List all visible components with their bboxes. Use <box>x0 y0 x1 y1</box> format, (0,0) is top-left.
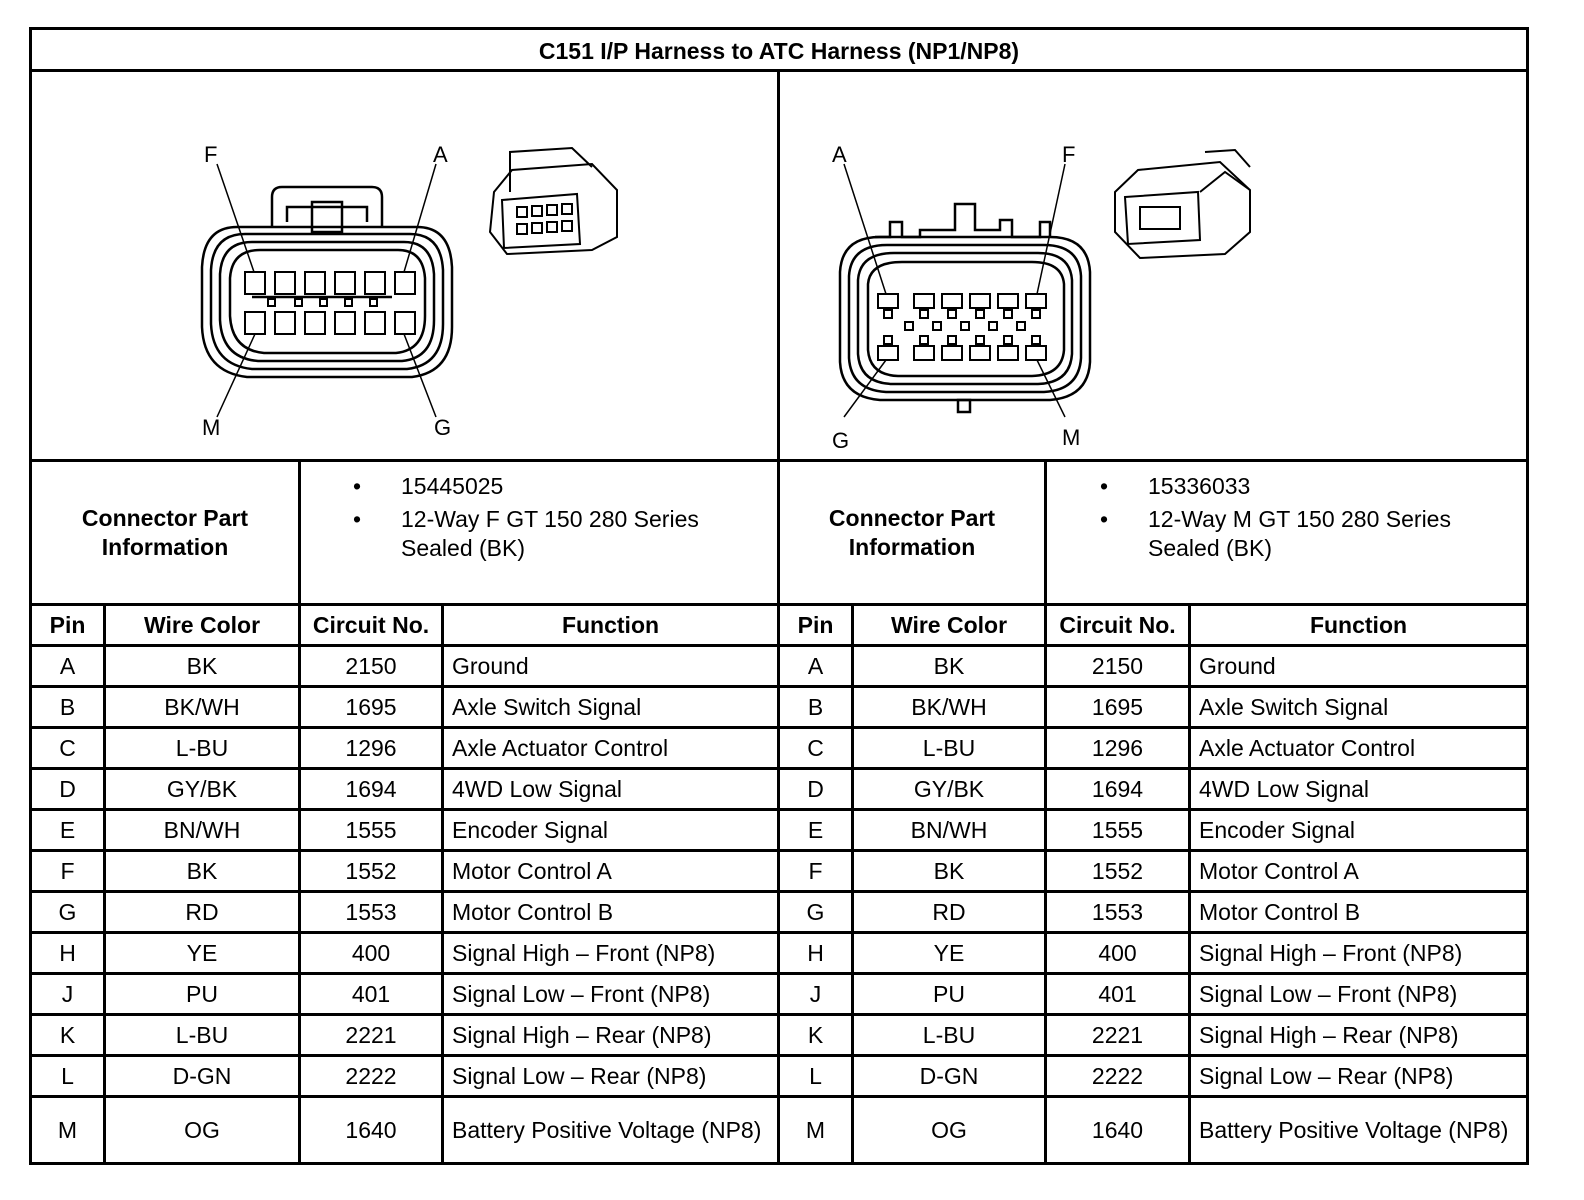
pin-cell: H <box>59 939 76 966</box>
pin-label-top-right: A <box>433 142 448 167</box>
pin-label-bottom-right: M <box>1062 425 1081 450</box>
pin-cell: L <box>809 1062 822 1089</box>
circuit-no-cell: 1553 <box>1091 898 1144 925</box>
col-header-function: Function <box>561 611 660 638</box>
circuit-no-cell: 401 <box>351 980 391 1007</box>
function-cell: Signal High – Rear (NP8) <box>452 1021 712 1048</box>
circuit-no-cell: 401 <box>1098 980 1137 1007</box>
divider <box>298 462 301 603</box>
function-cell: Motor Control A <box>1199 857 1359 884</box>
wire-color-cell: OG <box>184 1116 220 1143</box>
function-cell: 4WD Low Signal <box>1199 775 1370 802</box>
pin-cell: J <box>809 980 822 1007</box>
pin-cell: C <box>59 734 76 761</box>
wire-color-cell: L-BU <box>922 1021 976 1048</box>
wire-color-cell: GY/BK <box>913 775 985 802</box>
pin-cell: F <box>60 857 75 884</box>
pin-cell: M <box>805 1116 826 1143</box>
circuit-no-cell: 1640 <box>1091 1116 1144 1143</box>
function-cell: Signal Low – Rear (NP8) <box>1199 1062 1454 1089</box>
function-cell: Ground <box>1199 652 1276 679</box>
col-header-circuit-no: Circuit No. <box>312 611 430 638</box>
divider <box>1044 462 1047 603</box>
circuit-no-cell: 1555 <box>345 816 397 843</box>
connector-part-info-label: Connector Part Information <box>81 505 249 560</box>
pin-cell: B <box>59 693 76 720</box>
connector-part-info-label: Connector Part Information <box>828 505 996 560</box>
wire-color-cell: BK <box>933 652 965 679</box>
circuit-no-cell: 1552 <box>345 857 397 884</box>
wire-color-cell: BK/WH <box>911 693 987 720</box>
female-connector-diagram <box>32 72 777 459</box>
circuit-no-cell: 1296 <box>1091 734 1144 761</box>
function-cell: Axle Switch Signal <box>452 693 642 720</box>
pin-label-bottom-right: G <box>434 415 452 440</box>
function-cell: Signal Low – Rear (NP8) <box>452 1062 707 1089</box>
function-cell: Signal High – Front (NP8) <box>452 939 716 966</box>
function-cell: Motor Control B <box>1199 898 1361 925</box>
circuit-no-cell: 400 <box>351 939 391 966</box>
connector-description: • 12-Way M GT 150 280 Series Sealed (BK) <box>1100 506 1451 561</box>
function-cell: Signal High – Rear (NP8) <box>1199 1021 1459 1048</box>
wire-color-cell: YE <box>186 939 218 966</box>
wire-color-cell: BK <box>933 857 965 884</box>
wire-color-cell: BK <box>186 857 218 884</box>
wire-color-cell: RD <box>932 898 966 925</box>
connector-description: • 12-Way F GT 150 280 Series Sealed (BK) <box>353 506 699 561</box>
pin-cell: C <box>807 734 824 761</box>
pin-cell: K <box>807 1021 824 1048</box>
wire-color-cell: OG <box>931 1116 967 1143</box>
circuit-no-cell: 2222 <box>1091 1062 1144 1089</box>
function-cell: Battery Positive Voltage (NP8) <box>1199 1116 1509 1143</box>
pin-label-top-right: F <box>1062 142 1076 167</box>
function-cell: Encoder Signal <box>1199 816 1355 843</box>
pin-label-bottom-left: G <box>832 428 850 453</box>
wire-color-cell: L-BU <box>175 1021 229 1048</box>
function-cell: Axle Actuator Control <box>452 734 669 761</box>
circuit-no-cell: 2150 <box>1091 652 1144 679</box>
function-cell: Motor Control A <box>452 857 612 884</box>
circuit-no-cell: 1296 <box>345 734 397 761</box>
circuit-no-cell: 2221 <box>345 1021 397 1048</box>
pin-cell: G <box>58 898 77 925</box>
circuit-no-cell: 1694 <box>1091 775 1144 802</box>
circuit-no-cell: 2222 <box>345 1062 397 1089</box>
connector-isometric-icon <box>490 148 617 254</box>
circuit-no-cell: 1555 <box>1091 816 1144 843</box>
pin-cell: H <box>807 939 824 966</box>
circuit-no-cell: 2150 <box>345 652 397 679</box>
pin-cell: K <box>59 1021 76 1048</box>
col-header-wire-color: Wire Color <box>890 611 1008 638</box>
circuit-no-cell: 1553 <box>345 898 397 925</box>
col-header-pin: Pin <box>49 611 86 638</box>
function-cell: Signal Low – Front (NP8) <box>452 980 711 1007</box>
wire-color-cell: PU <box>933 980 965 1007</box>
wire-color-cell: BN/WH <box>163 816 241 843</box>
connector-end-view-sheet <box>29 27 1529 1165</box>
wire-color-cell: D-GN <box>172 1062 232 1089</box>
circuit-no-cell: 2221 <box>1091 1021 1144 1048</box>
pin-cell: D <box>59 775 76 802</box>
function-cell: 4WD Low Signal <box>452 775 623 802</box>
wire-color-cell: PU <box>186 980 218 1007</box>
pin-label-top-left: F <box>204 142 218 167</box>
pin-cell: B <box>807 693 824 720</box>
function-cell: Axle Actuator Control <box>1199 734 1416 761</box>
part-number: • 15336033 <box>1100 473 1251 499</box>
pin-cell: M <box>57 1116 78 1143</box>
col-header-pin: Pin <box>797 611 834 638</box>
pin-cell: D <box>807 775 824 802</box>
sheet-title: C151 I/P Harness to ATC Harness (NP1/NP8) <box>538 37 1020 64</box>
function-cell: Encoder Signal <box>452 816 608 843</box>
wire-color-cell: D-GN <box>919 1062 979 1089</box>
wire-color-cell: GY/BK <box>166 775 238 802</box>
function-cell: Signal High – Front (NP8) <box>1199 939 1463 966</box>
function-cell: Signal Low – Front (NP8) <box>1199 980 1458 1007</box>
wire-color-cell: L-BU <box>922 734 976 761</box>
wire-color-cell: L-BU <box>175 734 229 761</box>
col-header-circuit-no: Circuit No. <box>1059 611 1176 638</box>
pin-cell: F <box>808 857 823 884</box>
pin-cell: G <box>806 898 825 925</box>
circuit-no-cell: 400 <box>1098 939 1137 966</box>
function-cell: Motor Control B <box>452 898 614 925</box>
pin-cell: A <box>807 652 824 679</box>
wire-color-cell: BK <box>186 652 218 679</box>
part-number: • 15445025 <box>353 473 504 499</box>
circuit-no-cell: 1695 <box>345 693 397 720</box>
pin-cell: E <box>59 816 76 843</box>
col-header-function: Function <box>1309 611 1408 638</box>
pin-cell: E <box>807 816 824 843</box>
wire-color-cell: RD <box>185 898 219 925</box>
pin-label-bottom-left: M <box>202 415 221 440</box>
circuit-no-cell: 1695 <box>1091 693 1144 720</box>
pin-cell: J <box>61 980 74 1007</box>
circuit-no-cell: 1640 <box>345 1116 397 1143</box>
pin-cell: L <box>61 1062 74 1089</box>
circuit-no-cell: 1694 <box>345 775 397 802</box>
connector-isometric-icon <box>1115 150 1250 258</box>
circuit-no-cell: 1552 <box>1091 857 1144 884</box>
col-header-wire-color: Wire Color <box>143 611 261 638</box>
male-connector-diagram <box>780 72 1526 459</box>
pin-label-top-left: A <box>832 142 847 167</box>
wire-color-cell: BN/WH <box>910 816 988 843</box>
function-cell: Ground <box>452 652 529 679</box>
pin-cell: A <box>59 652 76 679</box>
function-cell: Axle Switch Signal <box>1199 693 1389 720</box>
wire-color-cell: BK/WH <box>164 693 240 720</box>
wire-color-cell: YE <box>933 939 965 966</box>
function-cell: Battery Positive Voltage (NP8) <box>452 1116 762 1143</box>
